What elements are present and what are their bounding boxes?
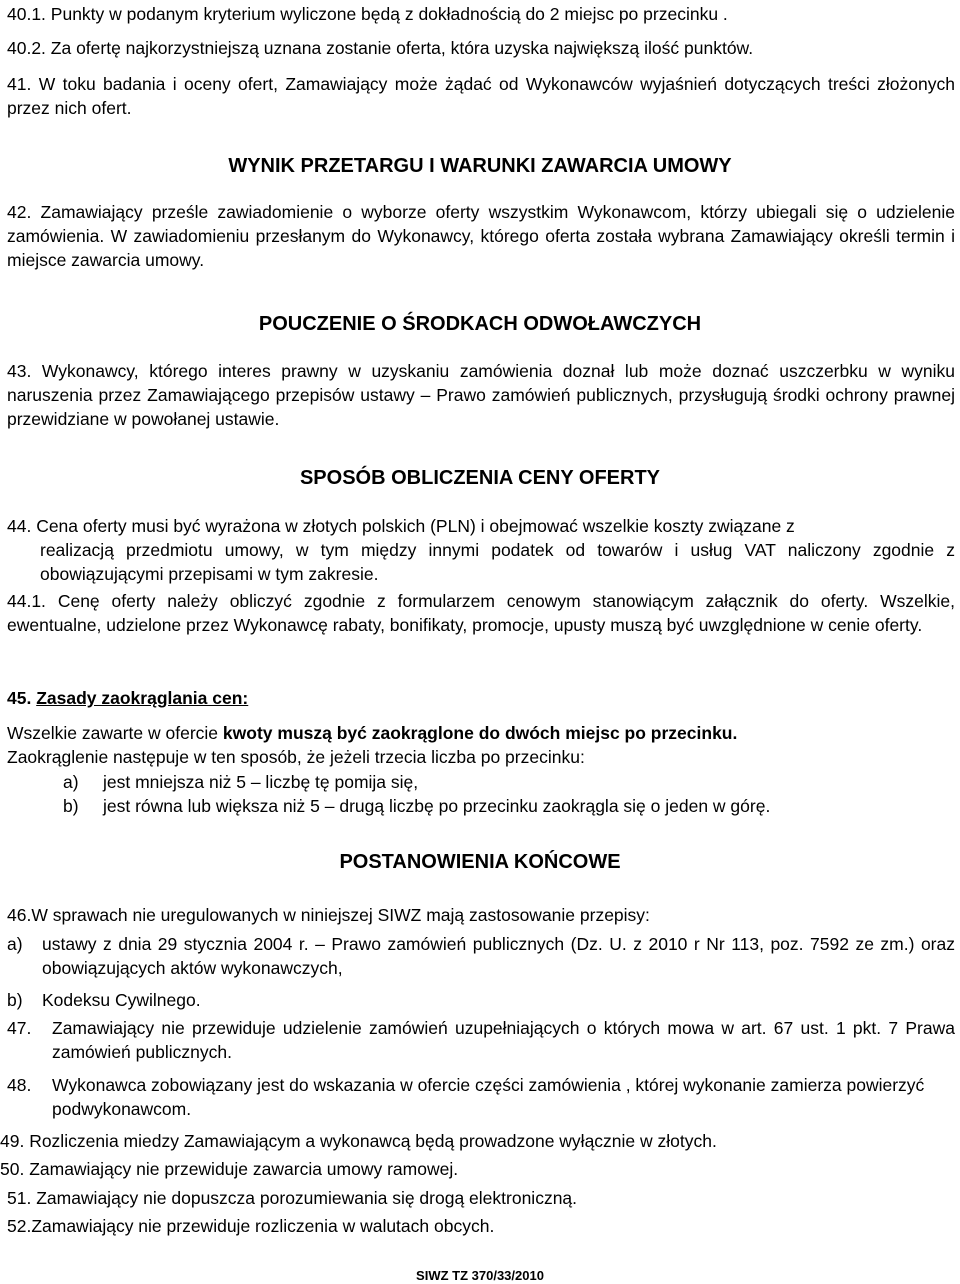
paragraph-45-body (7, 721, 955, 769)
list-item-45-b-label: b) (63, 796, 79, 816)
list-item-46-a-text: ustawy z dnia 29 stycznia 2004 r. – Prawo zamówień publicznych (Dz. U. z 2010 r Nr 113, poz. 7592 ze zm.) oraz obowiązujących aktów wykonawczych, (42, 934, 955, 978)
paragraph-45-heading: Zasady zaokrąglania cen: (36, 688, 249, 708)
heading-postanowienia-koncowe: POSTANOWIENIA KOŃCOWE (339, 851, 621, 873)
paragraph-47-number: 47. (7, 1018, 32, 1038)
paragraph-48-number: 48. (7, 1075, 32, 1095)
paragraph-44 (7, 514, 955, 586)
page-footer-code: SIWZ TZ 370/33/2010 (416, 1268, 544, 1283)
list-item-45-b (63, 794, 770, 818)
paragraph-44-first-line: 44. Cena oferty musi być wyrażona w złotych polskich (PLN) i obejmować wszelkie koszty związane z (7, 516, 795, 536)
paragraph-52: 52.Zamawiający nie przewiduje rozliczenia w walutach obcych. (7, 1216, 495, 1236)
paragraph-40-2: 40.2. Za ofertę najkorzystniejszą uznana zostanie oferta, która uzyska największą ilość punktów. (7, 38, 754, 58)
paragraph-50: 50. Zamawiający nie przewiduje zawarcia umowy ramowej. (0, 1159, 459, 1179)
paragraph-44-continuation: realizacją przedmiotu umowy, w tym między innymi podatek od towarów i usług VAT naliczony zgodnie z obowiązującymi przepisami w tym zakresie. (40, 540, 955, 584)
list-item-46-b-label: b) (7, 990, 23, 1010)
list-item-46-b (7, 988, 955, 1012)
paragraph-43: 43. Wykonawcy, którego interes prawny w uzyskaniu zamówienia doznał lub może doznać uszczerbku w wyniku naruszenia przez Zamawiającego przepisów ustawy – Prawo zamówień publicznych, przysługują środki ochrony prawnej przewidziane w powołanej ustawie. (7, 361, 955, 429)
list-item-45-a-label: a) (63, 772, 79, 792)
list-item-45-a (63, 770, 418, 794)
heading-sposob-obliczenia: SPOSÓB OBLICZENIA CENY OFERTY (299, 467, 661, 489)
paragraph-48-text: Wykonawca zobowiązany jest do wskazania w ofercie części zamówienia , której wykonanie zamierza powierzyć podwykonawcom. (52, 1075, 925, 1119)
list-item-46-a (7, 932, 955, 980)
paragraph-44-1: 44.1. Cenę oferty należy obliczyć zgodnie z formularzem cenowym stanowiącym załącznik do oferty. Wszelkie, ewentualne, udzielone przez Wykonawcę rabaty, bonifikaty, promocje, upusty muszą być uwzględnione w cenie oferty. (7, 591, 955, 635)
paragraph-45-title (7, 686, 955, 710)
list-item-45-b-text: jest równa lub większa niż 5 – drugą liczbę po przecinku zaokrągla się o jeden w górę. (103, 796, 771, 816)
paragraph-47-text: Zamawiający nie przewiduje udzielenie zamówień uzupełniających o których mowa w art. 67 ust. 1 pkt. 7 Prawa zamówień publicznych. (52, 1018, 955, 1062)
paragraph-46: 46.W sprawach nie uregulowanych w niniejszej SIWZ mają zastosowanie przepisy: (7, 905, 650, 925)
paragraph-45-first-line (7, 721, 955, 745)
paragraph-51: 51. Zamawiający nie dopuszcza porozumiewania się drogą elektroniczną. (7, 1188, 578, 1208)
list-item-45-a-text: jest mniejsza niż 5 – liczbę tę pomija się, (103, 772, 419, 792)
paragraph-45-bold-text: kwoty muszą być zaokrąglone do dwóch miejsc po przecinku. (222, 723, 738, 743)
paragraph-49: 49. Rozliczenia miedzy Zamawiającym a wykonawcą będą prowadzone wyłącznie w złotych. (0, 1131, 717, 1151)
list-item-46-a-label: a) (7, 934, 23, 954)
paragraph-47 (7, 1016, 955, 1064)
paragraph-48 (7, 1073, 955, 1121)
paragraph-45-text: Wszelkie zawarte w ofercie (7, 723, 219, 743)
heading-wynik-przetargu: WYNIK PRZETARGU I WARUNKI ZAWARCIA UMOWY (228, 155, 732, 177)
list-item-46-b-text: Kodeksu Cywilnego. (42, 990, 201, 1010)
paragraph-40-1: 40.1. Punkty w podanym kryterium wyliczone będą z dokładnością do 2 miejsc po przecinku . (7, 4, 728, 24)
heading-pouczenie: POUCZENIE O ŚRODKACH ODWOŁAWCZYCH (258, 313, 702, 335)
paragraph-41: 41. W toku badania i oceny ofert, Zamawiający może żądać od Wykonawców wyjaśnień dotyczących treści złożonych przez nich ofert. (7, 74, 955, 118)
paragraph-45-second-line: Zaokrąglenie następuje w ten sposób, że jeżeli trzecia liczba po przecinku: (7, 747, 585, 767)
paragraph-45-number: 45. (7, 688, 32, 708)
paragraph-42: 42. Zamawiający prześle zawiadomienie o wyborze oferty wszystkim Wykonawcom, którzy ubiegali się o udzielenie zamówienia. W zawiadomieniu przesłanym do Wykonawcy, którego oferta została wybrana Zamawiający określi termin i miejsce zawarcia umowy. (7, 202, 955, 270)
